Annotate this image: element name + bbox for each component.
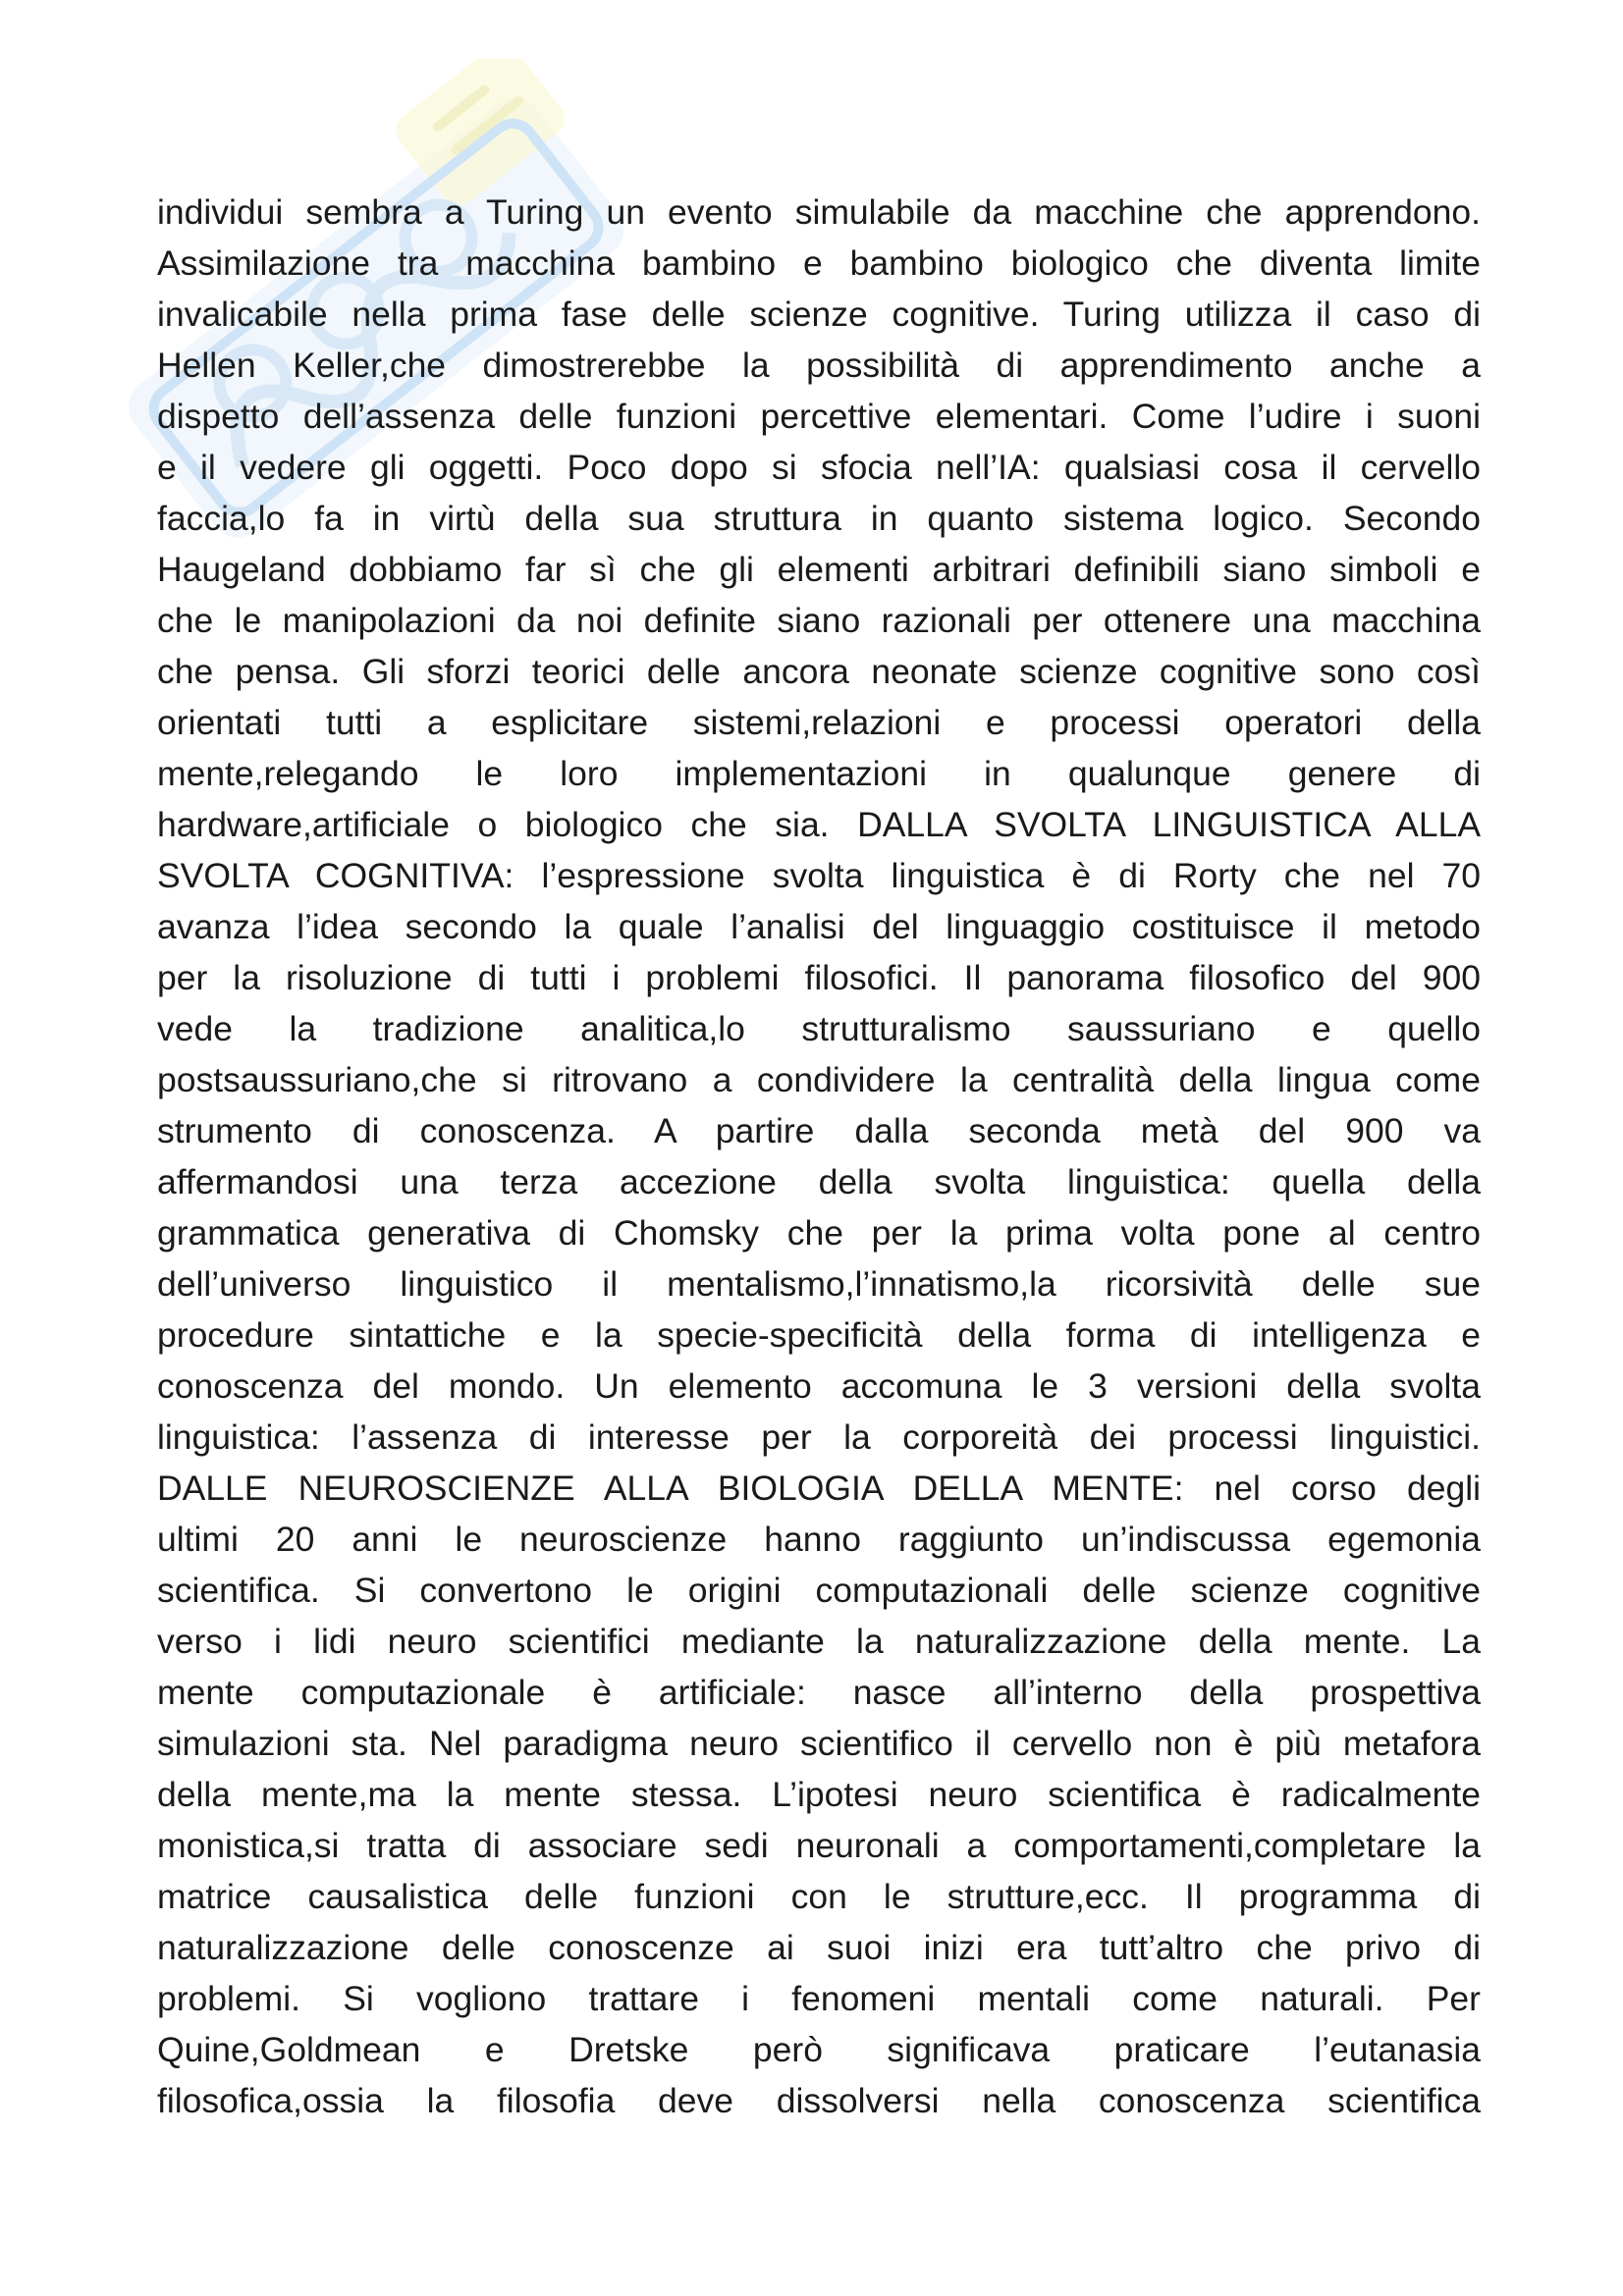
text-line: hardware,artificiale o biologico che sia. DALLA SVOLTA LINGUISTICA ALLA xyxy=(157,805,1481,844)
text-line: linguistica: l’assenza di interesse per la corporeità dei processi linguistici. xyxy=(157,1417,1481,1457)
text-line: mente computazionale è artificiale: nasce all’interno della prospettiva xyxy=(157,1673,1481,1712)
text-line: dell’universo linguistico il mentalismo,l’innatismo,la ricorsività delle sue xyxy=(157,1264,1481,1304)
text-line: grammatica generativa di Chomsky che per la prima volta pone al centro xyxy=(157,1213,1481,1253)
text-line: strumento di conoscenza. A partire dalla seconda metà del 900 va xyxy=(157,1111,1481,1150)
text-line: scientifica. Si convertono le origini computazionali delle scienze cognitive xyxy=(157,1571,1481,1610)
text-line: invalicabile nella prima fase delle scienze cognitive. Turing utilizza il caso di xyxy=(157,294,1481,334)
text-line: e il vedere gli oggetti. Poco dopo si sfocia nell’IA: qualsiasi cosa il cervello xyxy=(157,448,1481,487)
text-line: Hellen Keller,che dimostrerebbe la possibilità di apprendimento anche a xyxy=(157,346,1481,385)
text-line: avanza l’idea secondo la quale l’analisi del linguaggio costituisce il metodo xyxy=(157,907,1481,946)
text-line: dispetto dell’assenza delle funzioni percettive elementari. Come l’udire i suoni xyxy=(157,397,1481,436)
text-line: mente,relegando le loro implementazioni in qualunque genere di xyxy=(157,754,1481,793)
text-line: che le manipolazioni da noi definite siano razionali per ottenere una macchina xyxy=(157,601,1481,640)
text-line: faccia,lo fa in virtù della sua struttura in quanto sistema logico. Secondo xyxy=(157,499,1481,538)
text-line: orientati tutti a esplicitare sistemi,relazioni e processi operatori della xyxy=(157,703,1481,742)
text-line: postsaussuriano,che si ritrovano a condividere la centralità della lingua come xyxy=(157,1060,1481,1099)
text-line: monistica,si tratta di associare sedi neuronali a comportamenti,completare la xyxy=(157,1826,1481,1865)
text-line: procedure sintattiche e la specie-specificità della forma di intelligenza e xyxy=(157,1315,1481,1355)
text-line: DALLE NEUROSCIENZE ALLA BIOLOGIA DELLA MENTE: nel corso degli xyxy=(157,1468,1481,1508)
text-line: verso i lidi neuro scientifici mediante la naturalizzazione della mente. La xyxy=(157,1622,1481,1661)
text-line: che pensa. Gli sforzi teorici delle ancora neonate scienze cognitive sono così xyxy=(157,652,1481,691)
text-line: Quine,Goldmean e Dretske però significava praticare l’eutanasia xyxy=(157,2030,1481,2069)
text-line: conoscenza del mondo. Un elemento accomuna le 3 versioni della svolta xyxy=(157,1366,1481,1406)
text-line: affermandosi una terza accezione della svolta linguistica: quella della xyxy=(157,1162,1481,1201)
text-line: ultimi 20 anni le neuroscienze hanno raggiunto un’indiscussa egemonia xyxy=(157,1520,1481,1559)
text-line: filosofica,ossia la filosofia deve dissolversi nella conoscenza scientifica xyxy=(157,2081,1481,2120)
text-line: per la risoluzione di tutti i problemi filosofici. Il panorama filosofico del 900 xyxy=(157,958,1481,997)
text-line: naturalizzazione delle conoscenze ai suoi inizi era tutt’altro che privo di xyxy=(157,1928,1481,1967)
text-line: vede la tradizione analitica,lo strutturalismo saussuriano e quello xyxy=(157,1009,1481,1048)
body-paragraph xyxy=(157,187,1481,2126)
text-line: della mente,ma la mente stessa. L’ipotesi neuro scientifica è radicalmente xyxy=(157,1775,1481,1814)
text-line: problemi. Si vogliono trattare i fenomeni mentali come naturali. Per xyxy=(157,1979,1481,2018)
text-line: SVOLTA COGNITIVA: l’espressione svolta linguistica è di Rorty che nel 70 xyxy=(157,856,1481,895)
text-line: simulazioni sta. Nel paradigma neuro scientifico il cervello non è più metafora xyxy=(157,1724,1481,1763)
text-line: Assimilazione tra macchina bambino e bambino biologico che diventa limite xyxy=(157,243,1481,283)
text-line: individui sembra a Turing un evento simulabile da macchine che apprendono. xyxy=(157,192,1481,232)
text-line: matrice causalistica delle funzioni con le strutture,ecc. Il programma di xyxy=(157,1877,1481,1916)
text-line: Haugeland dobbiamo far sì che gli elementi arbitrari definibili siano simboli e xyxy=(157,550,1481,589)
